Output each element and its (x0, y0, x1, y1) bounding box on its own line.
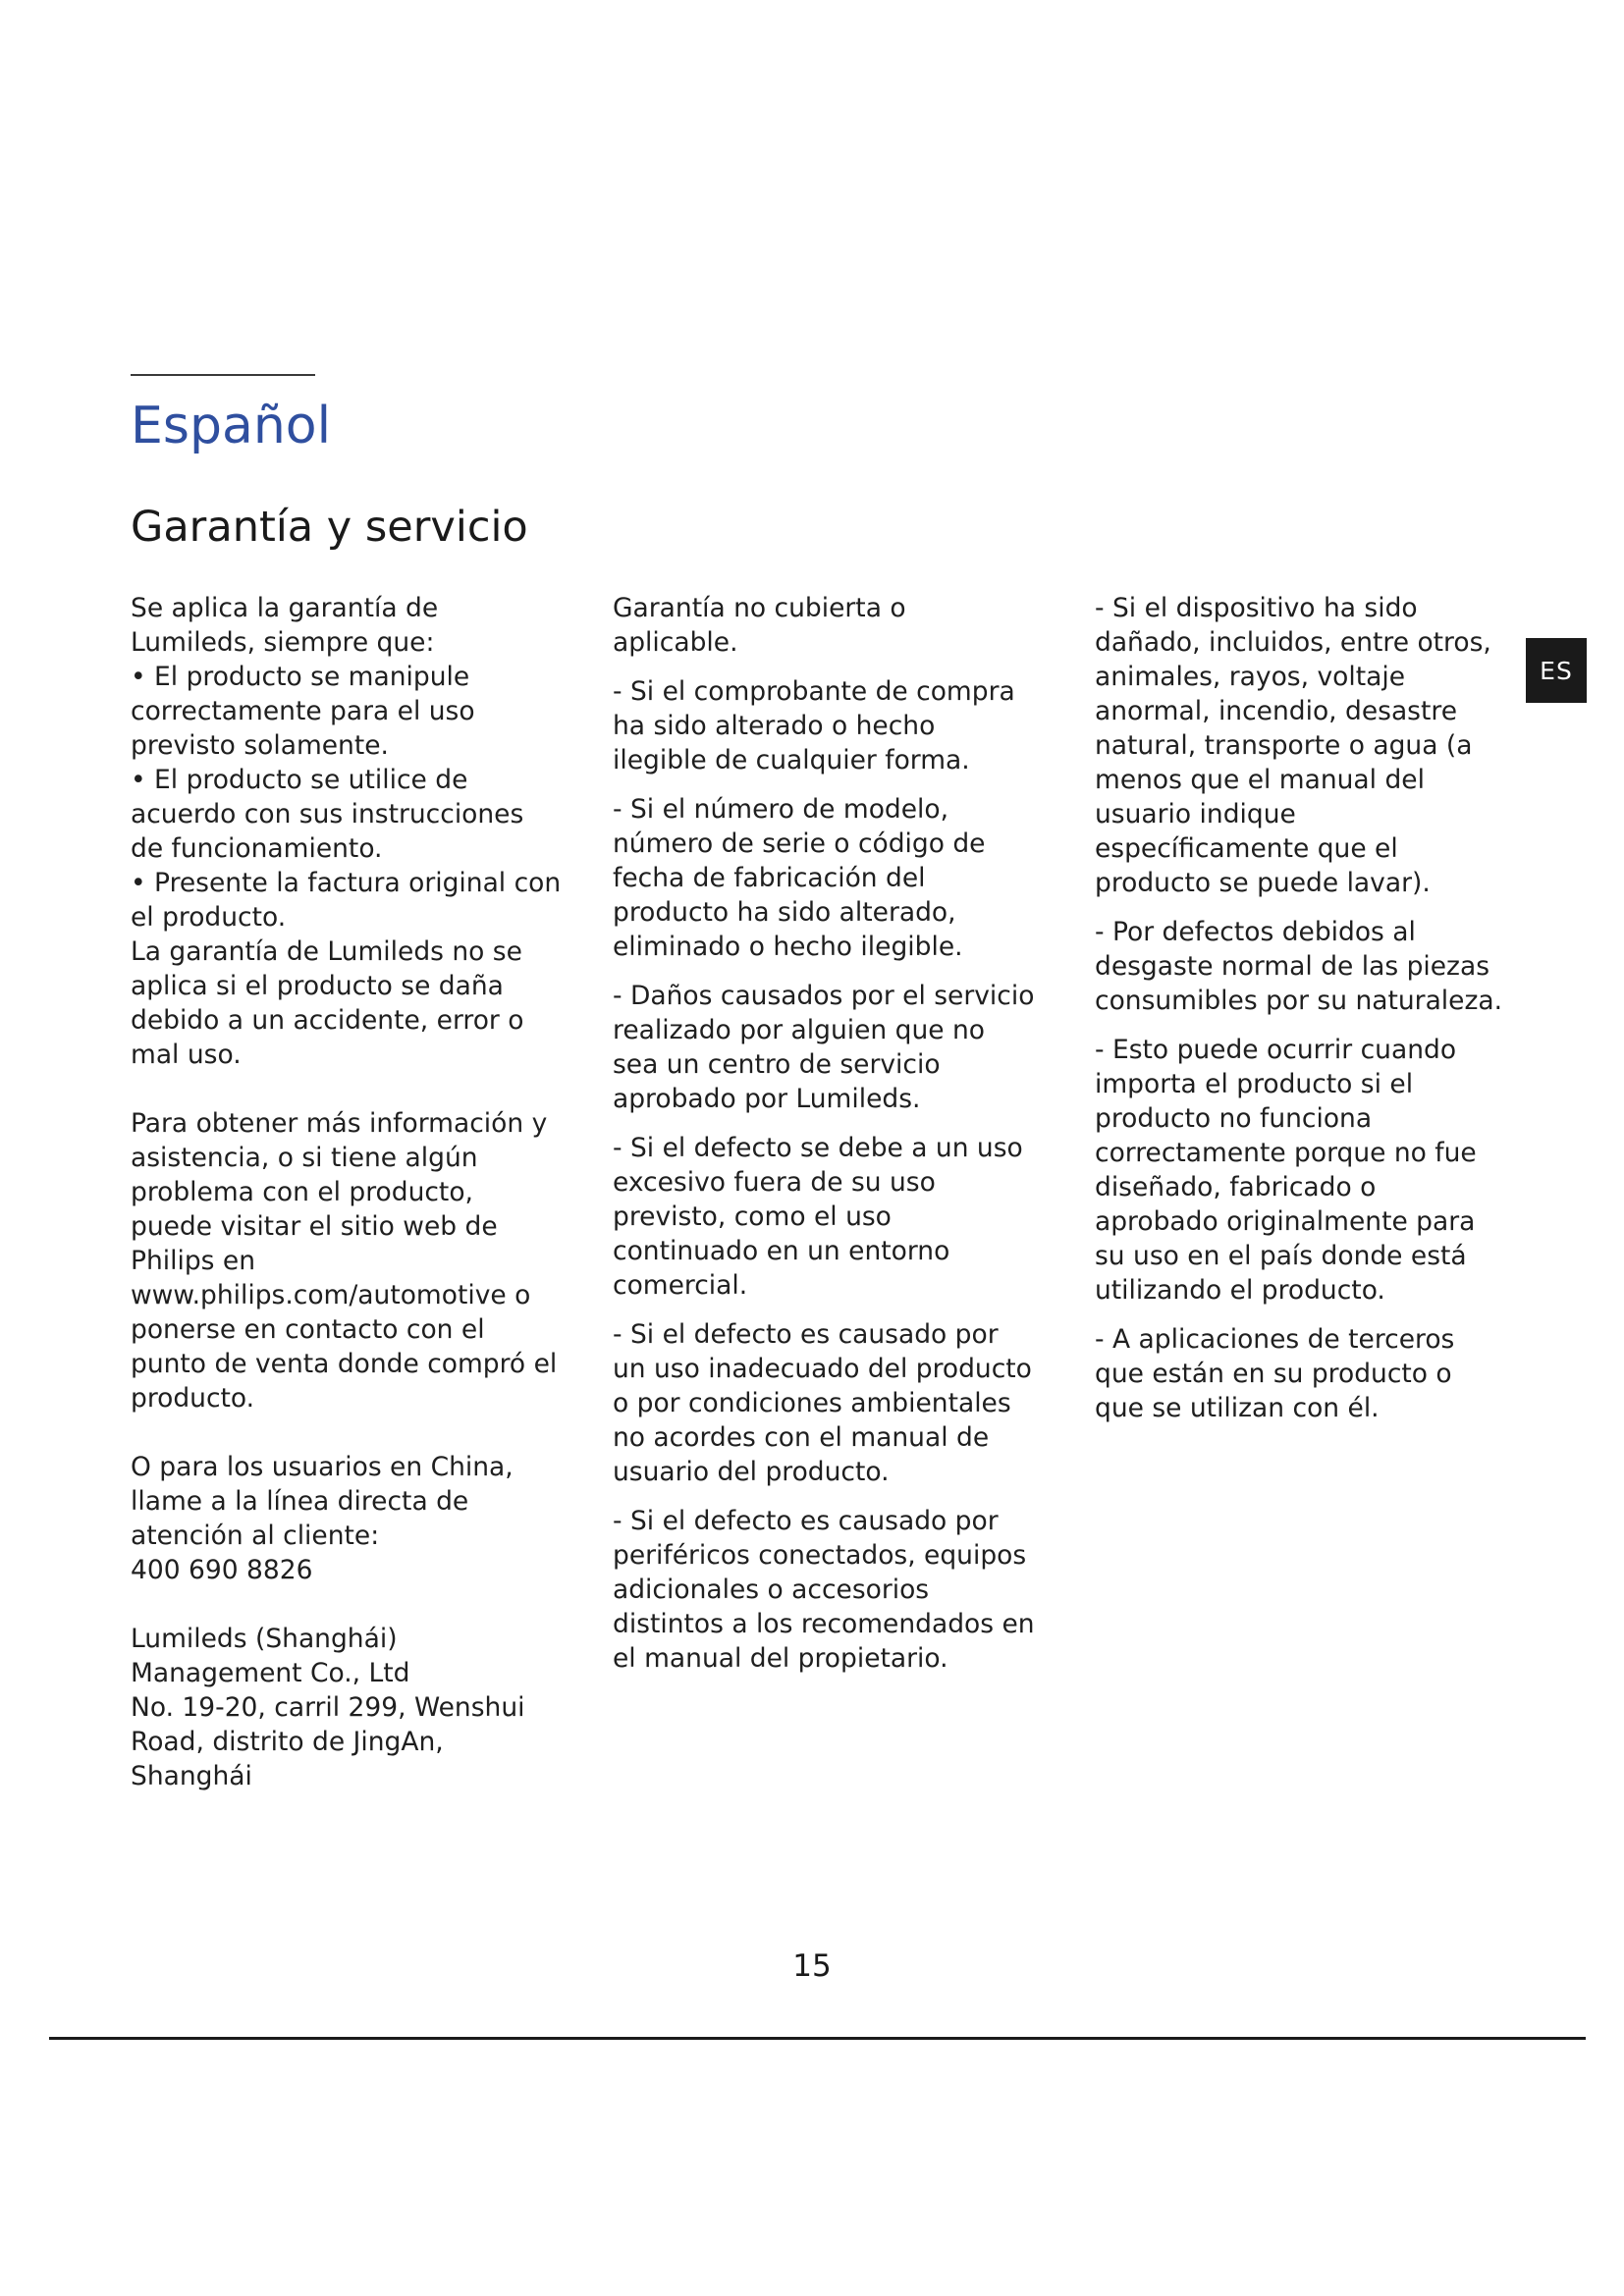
column-warranty-conditions (131, 591, 563, 1828)
more-info-text: Para obtener más información y asistencia, o si tiene algún problema con el producto, puede visitar el sitio web de Philips en www.philips.com/automotive o ponerse en contacto con el punto de venta donde compró el producto. (131, 1108, 558, 1414)
company-address-block (131, 1622, 563, 1793)
condition-item: • Presente la factura original con el producto. (131, 868, 562, 933)
company-address: No. 19-20, carril 299, Wenshui Road, distrito de JingAn, Shanghái (131, 1692, 525, 1791)
not-covered-item: - Si el defecto es causado por un uso inadecuado del producto o por condiciones ambientales no acordes con el manual de usuario del producto. (613, 1319, 1032, 1487)
not-covered-item: - Si el dispositivo ha sido dañado, incluidos, entre otros, animales, rayos, voltaje anormal, incendio, desastre natural, transporte o agua (a menos que el manual del usuario indique específicamente que el producto se puede lavar). (1095, 593, 1491, 898)
column-not-covered-continued (1095, 591, 1507, 1440)
warranty-intro: Se aplica la garantía de Lumileds, siempre que: (131, 593, 439, 658)
language-tab: ES (1526, 638, 1587, 703)
not-covered-item: - Si el comprobante de compra ha sido alterado o hecho ilegible de cualquier forma. (613, 676, 1015, 775)
company-name: Lumileds (Shanghái) Management Co., Ltd (131, 1624, 410, 1688)
not-covered-item: - Por defectos debidos al desgaste normal de las piezas consumibles por su naturaleza. (1095, 917, 1503, 1016)
not-covered-item: - A aplicaciones de terceros que están en su producto o que se utilizan con él. (1095, 1324, 1455, 1423)
not-covered-item: - Si el número de modelo, número de serie o código de fecha de fabricación del producto ha sido alterado, eliminado o hecho ilegible. (613, 794, 986, 962)
not-covered-item: - Si el defecto se debe a un uso excesivo fuera de su uso previsto, como el uso continuado en un entorno comercial. (613, 1133, 1023, 1301)
warranty-exclusion: La garantía de Lumileds no se aplica si el producto se daña debido a un accidente, error o mal uso. (131, 936, 524, 1070)
not-covered-heading: Garantía no cubierta o aplicable. (613, 593, 906, 658)
more-info-block (131, 1106, 563, 1415)
warranty-conditions-block (131, 591, 563, 1072)
column-not-covered (613, 591, 1035, 1690)
footer-divider (49, 2037, 1586, 2040)
china-hotline-block (131, 1450, 563, 1587)
not-covered-item: - Si el defecto es causado por periféricos conectados, equipos adicionales o accesorios distintos a los recomendados en el manual del propietario. (613, 1506, 1035, 1674)
condition-item: • El producto se manipule correctamente para el uso previsto solamente. (131, 662, 475, 761)
hotline-number: 400 690 8826 (131, 1555, 313, 1585)
page-number: 15 (792, 1949, 832, 1984)
china-users-text: O para los usuarios en China, llame a la línea directa de atención al cliente: (131, 1452, 514, 1551)
section-title: Garantía y servicio (131, 503, 528, 552)
condition-item: • El producto se utilice de acuerdo con sus instrucciones de funcionamiento. (131, 765, 524, 864)
not-covered-item: - Daños causados por el servicio realizado por alguien que no sea un centro de servicio aprobado por Lumileds. (613, 981, 1035, 1114)
language-title: Español (131, 397, 332, 455)
not-covered-item: - Esto puede ocurrir cuando importa el producto si el producto no funciona correctamente porque no fue diseñado, fabricado o aprobado originalmente para su uso en el país donde está utilizando el producto. (1095, 1035, 1477, 1306)
header-divider (131, 374, 315, 376)
